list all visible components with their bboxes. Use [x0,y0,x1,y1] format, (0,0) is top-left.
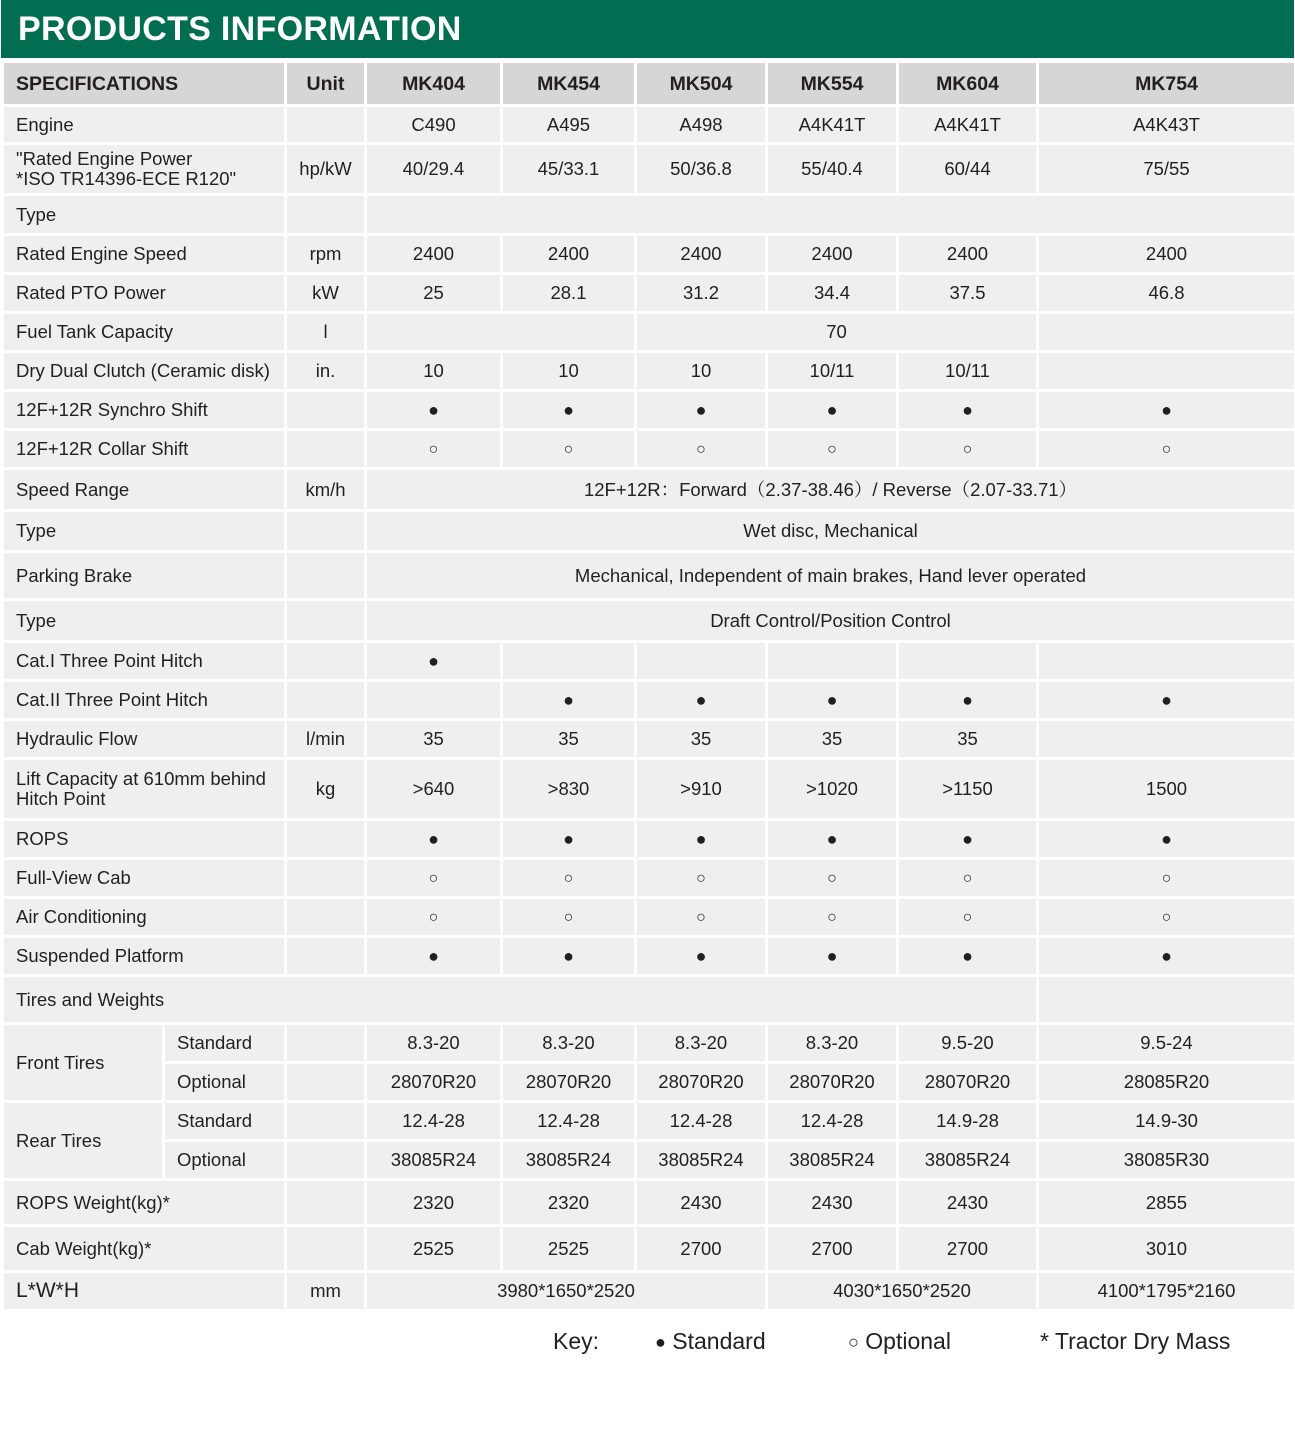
value-cell [502,430,636,469]
value-cell: 3010 [1038,1226,1295,1272]
sub-label: Optional [164,1141,286,1180]
value-cell [366,681,502,720]
optional-circle-icon: ○ [428,870,439,887]
value-cell: 12.4-28 [502,1102,636,1141]
table-row [3,681,1295,720]
value-cell: 10/11 [898,352,1038,391]
row-label: Speed Range [3,469,286,511]
value-cell [502,898,636,937]
value-cell: 28070R20 [366,1063,502,1102]
standard-dot-icon: ● [826,400,838,420]
value-cell: 38085R24 [502,1141,636,1180]
row-label: Rear Tires [3,1102,164,1180]
unit-cell [286,820,366,859]
value-cell [502,859,636,898]
optional-circle-icon: ○ [563,870,574,887]
table-row [3,859,1295,898]
table-row [3,469,1295,511]
optional-circle-icon: ○ [827,870,837,887]
section-heading: Tires and Weights [3,976,1038,1024]
table-row [3,391,1295,430]
standard-dot-icon: ● [428,651,439,671]
value-cell: 2430 [767,1180,898,1226]
value-cell [767,430,898,469]
header-model: MK454 [502,62,636,106]
unit-cell [286,681,366,720]
value-cell [1038,642,1295,681]
value-cell: 10 [366,352,502,391]
value-cell [366,859,502,898]
standard-dot-icon: ● [563,946,574,966]
value-cell [1038,430,1295,469]
sub-label: Standard [164,1024,286,1063]
optional-circle-icon: ○ [428,441,439,458]
standard-dot-icon: ● [695,400,707,420]
value-cell [1038,820,1295,859]
value-cell: A4K41T [767,106,898,144]
value-cell: 2525 [502,1226,636,1272]
value-cell [898,430,1038,469]
value-cell: 10/11 [767,352,898,391]
sub-label: Optional [164,1063,286,1102]
value-cell: 10 [636,352,767,391]
table-row [3,1102,1295,1141]
table-row [3,1063,1295,1102]
value-cell [898,681,1038,720]
value-cell: 2400 [767,235,898,274]
value-cell: 2700 [898,1226,1038,1272]
standard-dot-icon: ● [826,946,838,966]
unit-cell: rpm [286,235,366,274]
value-cell: 50/36.8 [636,144,767,195]
value-cell: A4K43T [1038,106,1295,144]
value-cell [366,430,502,469]
unit-cell: l/min [286,720,366,759]
value-cell: 28.1 [502,274,636,313]
value-cell: >830 [502,759,636,820]
row-label: Suspended Platform [3,937,286,976]
row-label [3,759,286,820]
standard-dot-icon: ● [1161,946,1172,966]
optional-circle-icon: ○ [1161,870,1172,887]
row-label: ROPS Weight(kg)* [3,1180,286,1226]
value-cell: 38085R24 [767,1141,898,1180]
standard-dot-icon: ● [962,690,973,710]
optional-circle-icon: ○ [1161,441,1172,458]
table-row [3,235,1295,274]
row-label: Dry Dual Clutch (Ceramic disk) [3,352,286,391]
optional-circle-icon: ○ [827,909,837,926]
value-cell: 70 [636,313,1038,352]
table-row [3,106,1295,144]
value-cell: 4100*1795*2160 [1038,1272,1295,1311]
standard-dot-icon: ● [695,690,707,710]
optional-circle-icon: ○ [696,909,706,926]
row-label: 12F+12R Collar Shift [3,430,286,469]
value-cell: 9.5-24 [1038,1024,1295,1063]
value-cell [898,642,1038,681]
header-model: MK504 [636,62,767,106]
value-cell: 8.3-20 [502,1024,636,1063]
standard-dot-icon: ● [695,946,707,966]
value-cell: 55/40.4 [767,144,898,195]
standard-dot-icon: ● [826,829,838,849]
table-row [3,642,1295,681]
value-cell: >1150 [898,759,1038,820]
value-cell: 35 [898,720,1038,759]
row-label: Type [3,511,286,552]
value-cell: 12.4-28 [636,1102,767,1141]
value-cell: 2400 [366,235,502,274]
value-cell: 35 [767,720,898,759]
value-cell [898,937,1038,976]
table-row [3,1024,1295,1063]
value-cell [767,681,898,720]
row-label: 12F+12R Synchro Shift [3,391,286,430]
row-label-line: "Rated Engine Power [16,148,193,169]
row-label-line: Lift Capacity at 610mm behind [16,768,266,789]
table-row [3,313,1295,352]
standard-dot-icon: ● [1161,690,1172,710]
value-cell [636,820,767,859]
value-cell: 40/29.4 [366,144,502,195]
unit-cell [286,195,366,235]
value-cell: 35 [502,720,636,759]
optional-circle-icon: ○ [962,909,973,926]
key-optional [848,1328,951,1355]
value-cell [898,898,1038,937]
value-cell: 8.3-20 [636,1024,767,1063]
value-cell [1038,352,1295,391]
unit-cell [286,391,366,430]
value-cell [366,898,502,937]
value-cell [502,681,636,720]
standard-dot-icon: ● [1161,400,1172,420]
table-row [3,720,1295,759]
value-cell [1038,720,1295,759]
standard-dot-icon: ● [563,400,574,420]
key-dry-mass: * Tractor Dry Mass [1040,1328,1231,1354]
standard-dot-icon: ● [826,690,838,710]
row-label [3,144,286,195]
unit-cell [286,1102,366,1141]
value-cell: 75/55 [1038,144,1295,195]
table-row [3,898,1295,937]
unit-cell: km/h [286,469,366,511]
value-cell [1038,313,1295,352]
value-cell [502,642,636,681]
value-cell: 2855 [1038,1180,1295,1226]
table-row [3,759,1295,820]
value-cell [1038,898,1295,937]
row-label: Cab Weight(kg)* [3,1226,286,1272]
value-cell: Draft Control/Position Control [366,600,1295,642]
value-cell: A498 [636,106,767,144]
value-cell [636,859,767,898]
value-cell [767,859,898,898]
row-label: Full-View Cab [3,859,286,898]
value-cell: 31.2 [636,274,767,313]
header-model: MK554 [767,62,898,106]
value-cell [898,859,1038,898]
value-cell: 37.5 [898,274,1038,313]
value-cell: 60/44 [898,144,1038,195]
value-cell: 2430 [636,1180,767,1226]
table-row [3,1141,1295,1180]
value-cell [636,391,767,430]
row-label: Front Tires [3,1024,164,1102]
value-cell: 38085R24 [366,1141,502,1180]
standard-dot-icon: ● [428,400,439,420]
value-cell: 34.4 [767,274,898,313]
value-cell: 8.3-20 [366,1024,502,1063]
header-specifications: SPECIFICATIONS [3,62,286,106]
key-standard-label: Standard [672,1328,766,1354]
sub-label: Standard [164,1102,286,1141]
table-row [3,430,1295,469]
unit-cell: kW [286,274,366,313]
standard-dot-icon: ● [563,690,574,710]
value-cell [636,898,767,937]
value-cell [636,937,767,976]
unit-cell: l [286,313,366,352]
row-label: L*W*H [3,1272,286,1311]
key-optional-label: Optional [865,1328,951,1354]
value-cell [366,937,502,976]
spec-table [1,60,1295,1312]
row-label: Type [3,600,286,642]
header-model: MK754 [1038,62,1295,106]
standard-dot-icon: ● [962,946,973,966]
table-row [3,600,1295,642]
table-row [3,274,1295,313]
value-cell [636,681,767,720]
value-cell [502,820,636,859]
table-row [3,820,1295,859]
value-cell: 38085R30 [1038,1141,1295,1180]
value-cell: >1020 [767,759,898,820]
optional-circle-icon: ○ [848,1332,859,1352]
value-cell [1038,859,1295,898]
table-row [3,1180,1295,1226]
value-cell [1038,681,1295,720]
optional-circle-icon: ○ [696,870,706,887]
standard-dot-icon: ● [563,829,574,849]
key-label: Key: [553,1328,600,1354]
value-cell: A4K41T [898,106,1038,144]
value-cell: 25 [366,274,502,313]
row-label-line: *ISO TR14396-ECE R120" [16,168,237,189]
row-label: Cat.II Three Point Hitch [3,681,286,720]
value-cell [1038,937,1295,976]
value-cell: 38085R24 [636,1141,767,1180]
standard-dot-icon: ● [962,400,973,420]
unit-cell: mm [286,1272,366,1311]
value-cell: >640 [366,759,502,820]
value-cell: 28070R20 [636,1063,767,1102]
unit-cell [286,642,366,681]
row-label: Air Conditioning [3,898,286,937]
value-cell: 28070R20 [502,1063,636,1102]
standard-dot-icon: ● [428,829,439,849]
standard-dot-icon: ● [428,946,439,966]
standard-dot-icon: ● [962,829,973,849]
optional-circle-icon: ○ [563,441,574,458]
value-cell: 2430 [898,1180,1038,1226]
value-cell [767,937,898,976]
value-cell: 35 [636,720,767,759]
optional-circle-icon: ○ [696,441,706,458]
table-row [3,937,1295,976]
unit-cell [286,600,366,642]
optional-circle-icon: ○ [1161,909,1172,926]
value-cell: 2700 [636,1226,767,1272]
value-cell [502,937,636,976]
table-row [3,1272,1295,1311]
unit-cell [286,859,366,898]
unit-cell [286,1024,366,1063]
unit-cell [286,430,366,469]
value-cell: 12.4-28 [767,1102,898,1141]
row-label: Engine [3,106,286,144]
value-cell: 8.3-20 [767,1024,898,1063]
title-banner [1,0,1294,58]
page-title: PRODUCTS INFORMATION [18,10,462,48]
table-row [3,352,1295,391]
value-cell: 2700 [767,1226,898,1272]
unit-cell [286,937,366,976]
unit-cell: kg [286,759,366,820]
value-cell [366,313,636,352]
value-cell [366,391,502,430]
value-cell: 2400 [636,235,767,274]
value-cell: A495 [502,106,636,144]
value-cell: 12.4-28 [366,1102,502,1141]
optional-circle-icon: ○ [428,909,439,926]
value-cell: 46.8 [1038,274,1295,313]
value-cell [767,898,898,937]
row-label: Rated Engine Speed [3,235,286,274]
value-cell [767,642,898,681]
optional-circle-icon: ○ [962,441,973,458]
unit-cell [286,898,366,937]
value-cell: 2400 [898,235,1038,274]
value-cell: 38085R24 [898,1141,1038,1180]
value-cell: 4030*1650*2520 [767,1272,1038,1311]
standard-dot-icon: ● [655,1332,666,1352]
value-cell [898,820,1038,859]
row-label: Hydraulic Flow [3,720,286,759]
unit-cell [286,1180,366,1226]
row-label: Cat.I Three Point Hitch [3,642,286,681]
row-label: Type [3,195,286,235]
row-label: Parking Brake [3,552,286,600]
value-cell: 1500 [1038,759,1295,820]
unit-cell [286,552,366,600]
value-cell: 9.5-20 [898,1024,1038,1063]
unit-cell [286,1226,366,1272]
table-row [3,144,1295,195]
value-cell [767,391,898,430]
value-cell: 28070R20 [898,1063,1038,1102]
optional-circle-icon: ○ [563,909,574,926]
value-cell [1038,391,1295,430]
unit-cell [286,511,366,552]
value-cell: 10 [502,352,636,391]
value-cell: 45/33.1 [502,144,636,195]
value-cell: 2525 [366,1226,502,1272]
value-cell: >910 [636,759,767,820]
unit-cell: in. [286,352,366,391]
key-standard [655,1328,766,1355]
table-row [3,1226,1295,1272]
value-cell: 2400 [502,235,636,274]
value-cell: C490 [366,106,502,144]
table-row [3,976,1295,1024]
table-row [3,552,1295,600]
standard-dot-icon: ● [1161,829,1172,849]
row-label: Fuel Tank Capacity [3,313,286,352]
row-label: ROPS [3,820,286,859]
value-cell [898,391,1038,430]
table-row [3,195,1295,235]
value-cell: 14.9-28 [898,1102,1038,1141]
value-cell [636,430,767,469]
unit-cell [286,1141,366,1180]
header-model: MK604 [898,62,1038,106]
unit-cell: hp/kW [286,144,366,195]
value-cell [502,391,636,430]
table-row [3,511,1295,552]
unit-cell [286,106,366,144]
value-cell: 12F+12R：Forward（2.37-38.46）/ Reverse（2.07-33.71） [366,469,1295,511]
optional-circle-icon: ○ [827,441,837,458]
value-cell [1038,976,1295,1024]
value-cell: 28070R20 [767,1063,898,1102]
header-unit: Unit [286,62,366,106]
value-cell: 14.9-30 [1038,1102,1295,1141]
header-row [3,62,1295,106]
value-cell [366,820,502,859]
value-cell: 35 [366,720,502,759]
unit-cell [286,1063,366,1102]
value-cell [366,195,1295,235]
value-cell: 2320 [366,1180,502,1226]
value-cell: Wet disc, Mechanical [366,511,1295,552]
value-cell: 2400 [1038,235,1295,274]
value-cell [636,642,767,681]
optional-circle-icon: ○ [962,870,973,887]
value-cell: 28085R20 [1038,1063,1295,1102]
value-cell: 2320 [502,1180,636,1226]
header-model: MK404 [366,62,502,106]
value-cell: Mechanical, Independent of main brakes, Hand lever operated [366,552,1295,600]
standard-dot-icon: ● [695,829,707,849]
row-label: Rated PTO Power [3,274,286,313]
value-cell [767,820,898,859]
row-label-line: Hitch Point [16,788,106,809]
value-cell [366,642,502,681]
value-cell: 3980*1650*2520 [366,1272,767,1311]
